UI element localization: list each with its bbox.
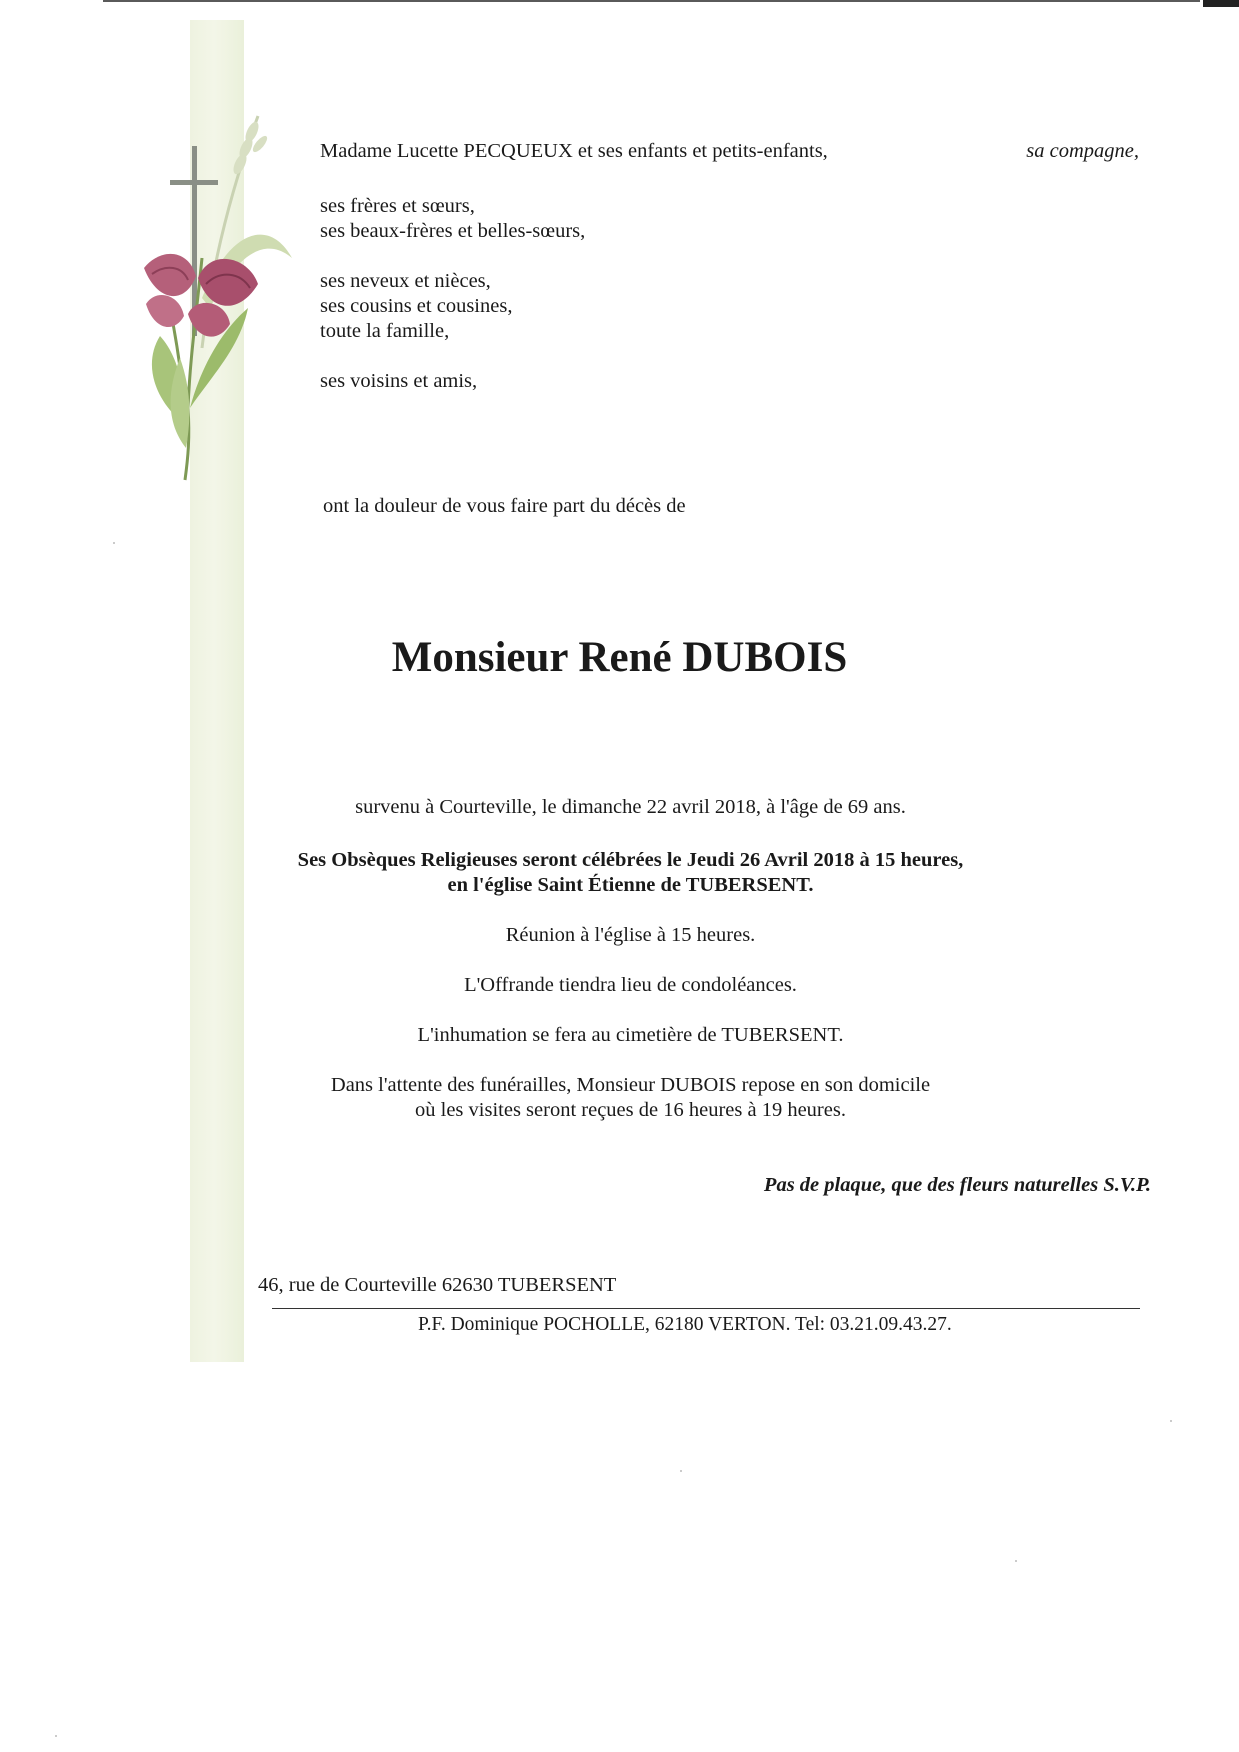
funeral-home-info: P.F. Dominique POCHOLLE, 62180 VERTON. Tel: 03.21.09.43.27.	[418, 1314, 952, 1335]
visit-line-2: où les visites seront reçues de 16 heures à 19 heures.	[415, 1099, 846, 1121]
meeting-info: Réunion à l'église à 15 heures.	[505, 924, 756, 946]
flowers-note: Pas de plaque, que des fleurs naturelles S.V.P.	[763, 1174, 1151, 1196]
scan-speck	[1170, 1420, 1172, 1422]
offering-info: L'Offrande tiendra lieu de condoléances.	[464, 974, 797, 996]
corner-scan-mark	[1203, 0, 1239, 7]
divider-line	[272, 1308, 1140, 1309]
family-line-all-family: toute la famille,	[320, 320, 450, 342]
scan-speck	[55, 1735, 57, 1737]
family-line-nephews: ses neveux et nièces,	[320, 270, 491, 292]
scan-speck	[1015, 1560, 1017, 1562]
family-line-in-laws: ses beaux-frères et belles-sœurs,	[320, 220, 586, 242]
announcement-text: ont la douleur de vous faire part du décès de	[323, 495, 686, 517]
family-line-siblings: ses frères et sœurs,	[320, 195, 475, 217]
family-line-cousins: ses cousins et cousines,	[320, 295, 513, 317]
relation-label: sa compagne,	[1026, 140, 1139, 162]
top-border-line	[103, 0, 1200, 2]
visit-line-1: Dans l'attente des funérailles, Monsieur DUBOIS repose en son domicile	[330, 1074, 931, 1096]
deceased-name: Monsieur René DUBOIS	[391, 634, 848, 681]
scan-speck	[680, 1470, 682, 1472]
family-line-partner: Madame Lucette PECQUEUX et ses enfants et petits-enfants,	[320, 140, 828, 162]
death-details: survenu à Courteville, le dimanche 22 avril 2018, à l'âge de 69 ans.	[355, 796, 906, 818]
cross-and-calla-lily-icon	[140, 108, 320, 486]
funeral-line-1: Ses Obsèques Religieuses seront célébrées le Jeudi 26 Avril 2018 à 15 heures,	[297, 849, 964, 871]
scan-speck	[113, 542, 115, 544]
home-address: 46, rue de Courteville 62630 TUBERSENT	[258, 1274, 617, 1296]
burial-info: L'inhumation se fera au cimetière de TUBERSENT.	[417, 1024, 844, 1046]
family-line-neighbors: ses voisins et amis,	[320, 370, 478, 392]
funeral-line-2: en l'église Saint Étienne de TUBERSENT.	[447, 874, 814, 896]
